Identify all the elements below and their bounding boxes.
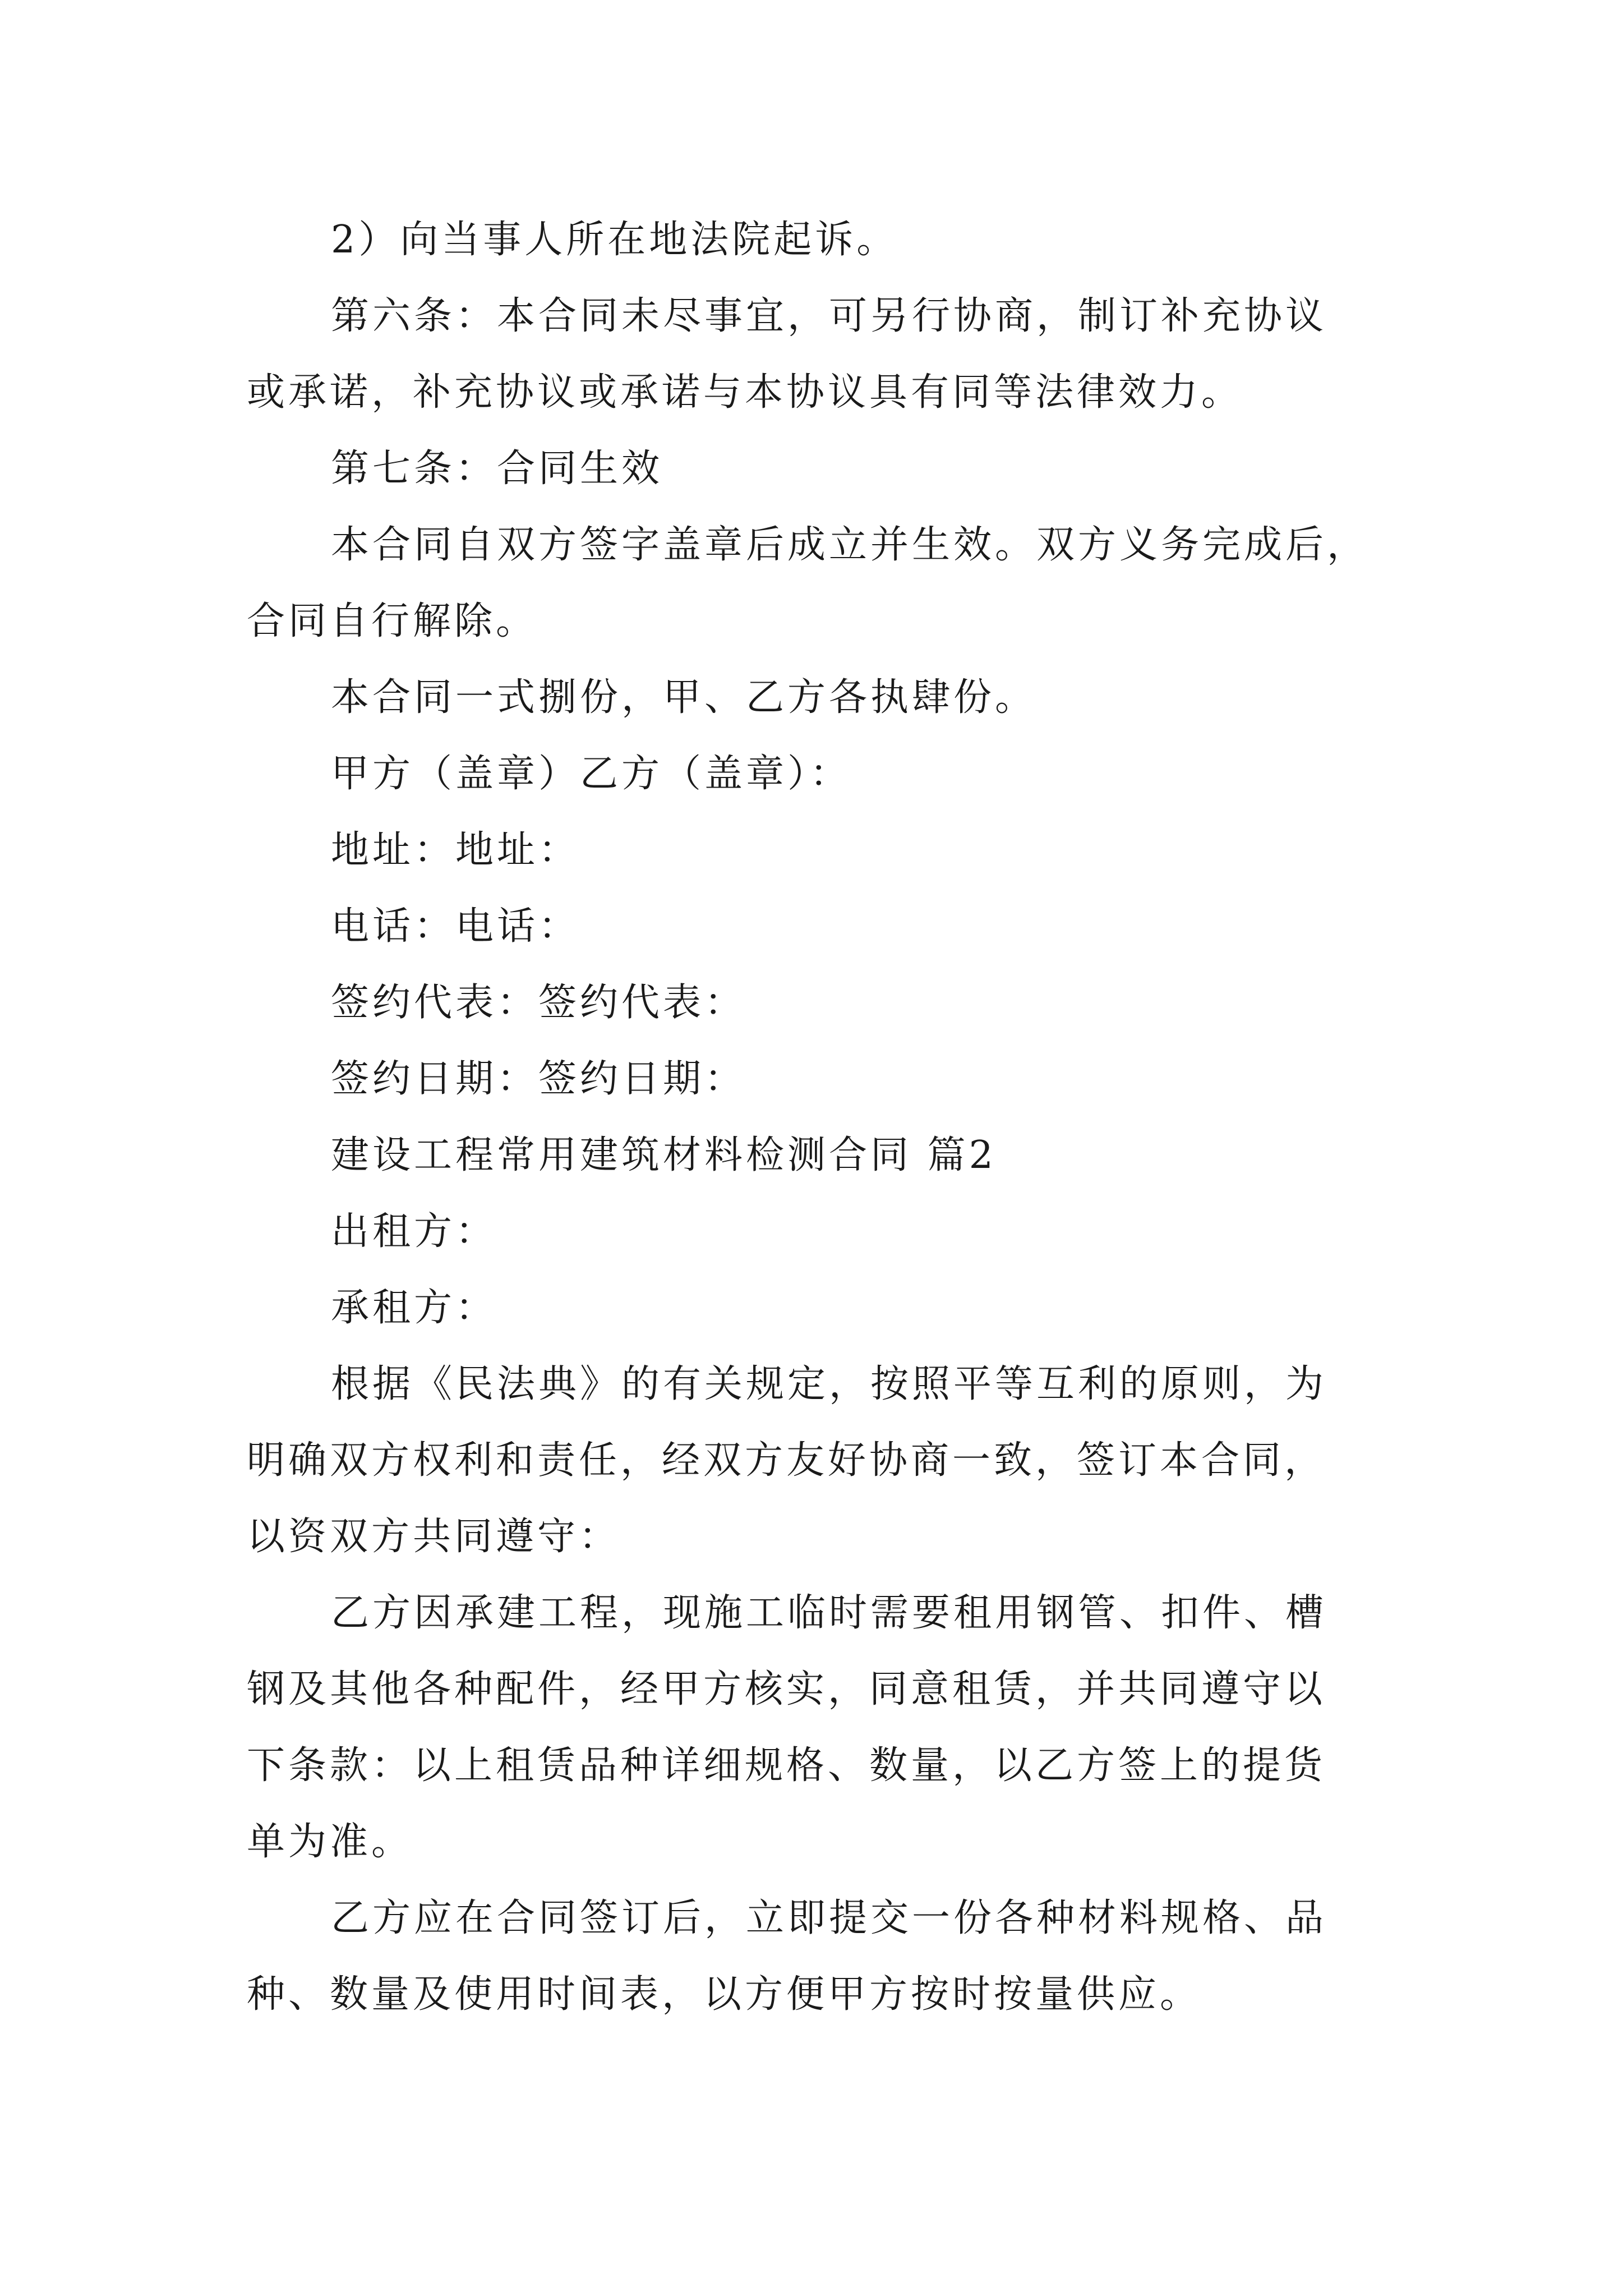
section-heading: 建设工程常用建筑材料检测合同 篇2 xyxy=(331,1133,997,1177)
text-line: 明确双方权利和责任，经双方友好协商一致，签订本合同， xyxy=(247,1438,1326,1483)
text-line: 第七条：合同生效 xyxy=(331,447,663,491)
text-line: 合同自行解除。 xyxy=(247,599,538,643)
text-line: 乙方应在合同签订后，立即提交一份各种材料规格、品 xyxy=(331,1896,1327,1940)
text-line: 乙方因承建工程，现施工临时需要租用钢管、扣件、槽 xyxy=(331,1591,1327,1635)
text-line: 或承诺，补充协议或承诺与本协议具有同等法律效力。 xyxy=(247,370,1243,415)
text-line: 2）向当事人所在地法院起诉。 xyxy=(331,218,898,262)
text-line: 单为准。 xyxy=(247,1820,413,1864)
text-line: 钢及其他各种配件，经甲方核实，同意租赁，并共同遵守以 xyxy=(247,1667,1326,1711)
text-line: 以资双方共同遵守： xyxy=(247,1515,621,1559)
text-line: 种、数量及使用时间表，以方便甲方按时按量供应。 xyxy=(247,1972,1202,2017)
document-body xyxy=(247,202,1385,2033)
text-line: 承租方： xyxy=(331,1286,497,1330)
text-line: 签约日期：签约日期： xyxy=(331,1057,746,1101)
text-line: 下条款：以上租赁品种详细规格、数量，以乙方签上的提货 xyxy=(247,1743,1326,1788)
text-line: 甲方（盖章）乙方（盖章）： xyxy=(331,752,852,796)
text-line: 本合同一式捌份，甲、乙方各执肆份。 xyxy=(331,675,1037,720)
text-line: 第六条：本合同未尽事宜，可另行协商，制订补充协议 xyxy=(331,294,1327,338)
text-line: 地址：地址： xyxy=(331,828,580,872)
text-line: 电话：电话： xyxy=(331,904,580,949)
text-line: 签约代表：签约代表： xyxy=(331,981,746,1025)
text-line: 出租方： xyxy=(331,1209,497,1254)
text-line: 根据《民法典》的有关规定，按照平等互利的原则，为 xyxy=(331,1362,1327,1406)
text-line: 本合同自双方签字盖章后成立并生效。双方义务完成后， xyxy=(331,523,1369,567)
